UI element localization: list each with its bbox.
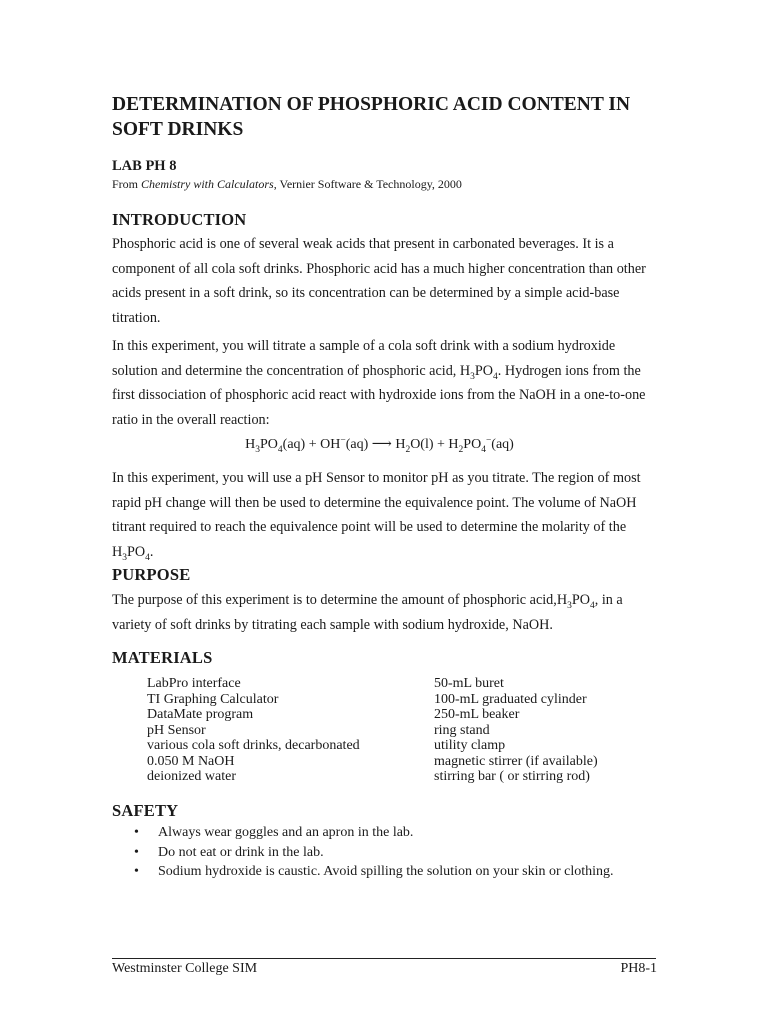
list-item: DataMate program <box>147 707 254 722</box>
bullet-icon: • <box>134 864 139 879</box>
para2-text-b: PO <box>474 362 494 379</box>
list-item: TI Graphing Calculator <box>147 691 279 707</box>
introduction-paragraph-3 <box>112 466 660 564</box>
eq-sub: 4 <box>481 444 486 455</box>
list-item: 0.050 M NaOH <box>147 753 235 769</box>
materials-right-column <box>434 676 598 785</box>
reaction-equation <box>112 436 647 453</box>
source-book-title: Chemistry with Calculators <box>141 177 274 191</box>
safety-item-text: Do not eat or drink in the lab. <box>158 844 324 860</box>
source-suffix: , Vernier Software & Technology, 2000 <box>273 177 462 191</box>
bullet-icon: • <box>134 825 139 840</box>
eq-part: PO <box>463 437 482 452</box>
para2-text-c: . Hydrogen ions from the first dissociation of phosphoric acid react with hydroxide ions from the NaOH in a one-to-one ratio in the overall reaction: <box>112 362 646 428</box>
list-item: 250-mL beaker <box>434 707 520 722</box>
eq-part: H <box>245 437 256 452</box>
safety-list <box>112 823 614 882</box>
purpose-paragraph <box>112 588 660 637</box>
safety-heading: SAFETY <box>112 801 179 820</box>
eq-sub: 2 <box>405 444 411 455</box>
reaction-arrow-icon: ⟶ <box>371 437 392 452</box>
list-item: magnetic stirrer (if available) <box>434 753 598 769</box>
materials-heading: MATERIALS <box>112 648 213 667</box>
purpose-text-c: , in a variety of soft drinks by titrating each sample with sodium hydroxide, NaOH. <box>112 592 623 633</box>
title-line-1: DETERMINATION OF PHOSPHORIC ACID CONTENT IN <box>112 94 631 115</box>
footer-institution: Westminster College SIM <box>112 961 258 976</box>
eq-part: (aq) <box>491 437 514 452</box>
materials-left-column <box>147 676 360 785</box>
eq-part: (aq) <box>345 437 372 452</box>
list-item: pH Sensor <box>147 722 206 738</box>
subscript-3: 3 <box>470 371 475 382</box>
list-item <box>112 823 614 843</box>
introduction-paragraph-2 <box>112 334 660 432</box>
title-line-2: SOFT DRINKS <box>112 119 244 140</box>
list-item <box>112 843 614 863</box>
para3-text-b: PO <box>127 543 146 560</box>
source-prefix: From <box>112 177 142 191</box>
para2-text-a: In this experiment, you will titrate a sample of a cola soft drink with a sodium hydroxide solution and determine the concentration of phosphoric acid, H <box>112 338 616 379</box>
eq-sub: 3 <box>255 444 261 455</box>
list-item: LabPro interface <box>147 676 241 691</box>
eq-sup: − <box>485 435 492 446</box>
purpose-text-a: The purpose of this experiment is to determine the amount of phosphoric acid,H <box>112 592 568 608</box>
eq-part: PO <box>260 437 278 452</box>
bullet-icon: • <box>134 844 139 860</box>
safety-item-text: Always wear goggles and an apron in the lab. <box>158 825 414 840</box>
lab-id: LAB PH 8 <box>112 158 177 174</box>
list-item: ring stand <box>434 722 490 738</box>
eq-part: H <box>391 437 406 452</box>
purpose-heading: PURPOSE <box>112 565 191 584</box>
list-item: 50-mL buret <box>434 676 504 691</box>
list-item: 100-mL graduated cylinder <box>434 691 587 707</box>
document-page <box>112 0 657 1024</box>
list-item: utility clamp <box>434 738 506 753</box>
purpose-text-b: PO <box>571 592 590 608</box>
subscript-3: 3 <box>122 552 127 563</box>
eq-sub: 4 <box>277 444 283 455</box>
introduction-heading: INTRODUCTION <box>112 210 247 229</box>
source-citation <box>112 177 462 192</box>
eq-part: (aq) + OH <box>282 437 341 452</box>
list-item <box>112 862 614 882</box>
document-title <box>112 92 672 142</box>
introduction-paragraph-1: Phosphoric acid is one of several weak acids that present in carbonated beverages. It is a component of all cola soft drinks. Phosphoric acid has a much higher concentration than other acids present in a soft drink, so its concentration can be determined by a simple acid-base titration. <box>112 236 646 326</box>
para3-text-a: In this experiment, you will use a pH Sensor to monitor pH as you titrate. The region of most rapid pH change will then be used to determine the equivalence point. The volume of NaOH titrant required to reach the equivalence point will be used to determine the molarity of the H <box>112 470 641 560</box>
subscript-4: 4 <box>589 600 595 611</box>
subscript-3: 3 <box>567 600 572 611</box>
para3-text-c: . <box>149 543 154 560</box>
subscript-4: 4 <box>145 552 150 563</box>
safety-item-text: Sodium hydroxide is caustic. Avoid spilling the solution on your skin or clothing. <box>158 864 614 879</box>
list-item: stirring bar ( or stirring rod) <box>434 769 590 784</box>
list-item: various cola soft drinks, decarbonated <box>147 738 360 753</box>
eq-part: O(l) + H <box>410 437 459 452</box>
eq-sub: 2 <box>458 444 464 455</box>
eq-sup: − <box>340 435 346 446</box>
list-item: deionized water <box>147 769 237 784</box>
page-number: PH8-1 <box>620 961 657 976</box>
subscript-4: 4 <box>493 371 498 382</box>
footer-divider <box>112 958 656 959</box>
